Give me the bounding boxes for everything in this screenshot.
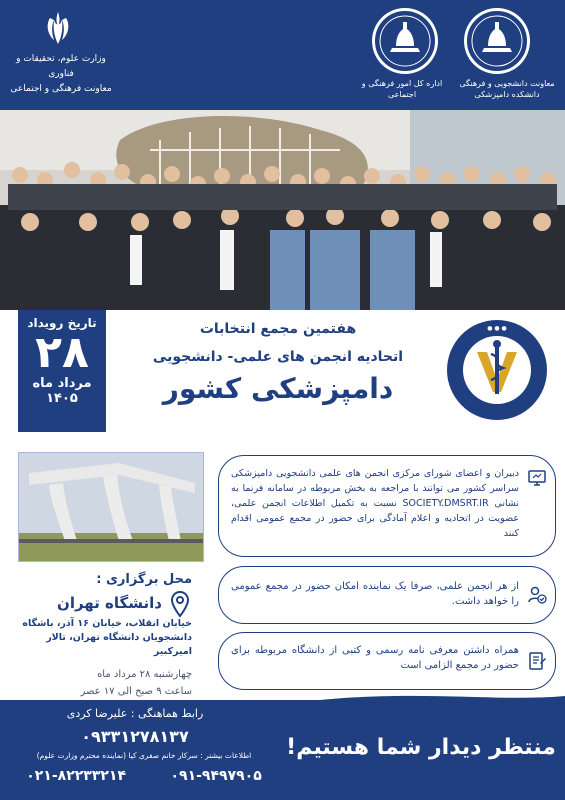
- info-box-registration: [218, 455, 556, 557]
- venue-time-line: ساعت ۹ صبح الی ۱۷ عصر: [80, 686, 192, 697]
- logo-caption-1: اداره کل امور فرهنگی و اجتماعی: [361, 79, 443, 99]
- info-box-text: دبیران و اعضای شورای مرکزی انجمن های علمی دانشجویی دامپزشکی سراسر کشور می توانند با مراجعه به بخش مربوطه در سامانه فرنما به نشانی SOCIETY.DMSRT.IR نسبت به تکمیل اطلاعات انجمن علمی، عضویت در اتحادیه و اعلام آمادگی برای حضور در مجمع عمومی اقدام کنند: [231, 468, 519, 539]
- association-logo: [445, 318, 549, 422]
- university-logo: [464, 8, 530, 74]
- more-info: اطلاعات بیشتر : سرکار خانم صفری کیا (نماینده محترم وزارت علوم): [36, 751, 252, 760]
- contact-name: رابط هماهنگی : علیرضا کردی: [66, 707, 204, 720]
- document-icon: [527, 651, 547, 671]
- welcome-message: منتظر دیدار شما هستیم!: [286, 735, 556, 760]
- ministry-line-2: معاونت فرهنگی و اجتماعی: [10, 84, 112, 94]
- svg-text:● ● ●: ● ● ●: [487, 325, 507, 332]
- venue-label: محل برگزاری :: [96, 572, 192, 587]
- event-date-year: ۱۴۰۵: [46, 391, 78, 406]
- venue-date-line: چهارشنبه ۲۸ مرداد ماه: [97, 669, 192, 680]
- ministry-line-1: وزارت علوم، تحقیقات و فناوری: [16, 54, 106, 79]
- header: [0, 0, 565, 110]
- computer-icon: [527, 468, 547, 488]
- phone-mobile: ۰۹۱-۹۴۹۷۹۰۵: [170, 768, 262, 784]
- info-box-text: همراه داشتن معرفی نامه رسمی و کتبی از دانشگاه مربوطه برای حضور در مجمع الزامی است: [231, 645, 519, 671]
- phones-row: [4, 768, 284, 784]
- info-box-representative: [218, 566, 556, 624]
- logo-caption-2: معاونت دانشجویی و فرهنگی دانشکده دامپزشکی: [459, 79, 555, 99]
- group-photo: [0, 110, 565, 310]
- event-date-box: [18, 310, 106, 432]
- event-date-month: مرداد ماه: [32, 376, 92, 391]
- info-box-text: از هر انجمن علمی، صرفا یک نماینده امکان حضور در مجمع عمومی را خواهد داشت.: [231, 581, 519, 607]
- venue-photo: [18, 452, 204, 562]
- contact-phone: ۰۹۳۳۱۲۷۸۱۳۷: [81, 727, 189, 746]
- venue-address: خیابان انقلاب، خیابان ۱۶ آذر، باشگاه دانشجویان دانشگاه تهران، تالار امیرکبیر: [22, 618, 192, 657]
- event-titles: [118, 318, 438, 408]
- university-logo: [372, 8, 438, 74]
- ministry-text: [6, 52, 116, 97]
- phone-landline: ۰۲۱-۸۲۲۳۳۲۱۴: [26, 768, 127, 784]
- title-line-3: دامپزشکی کشور: [162, 372, 394, 405]
- info-box-introduction-letter: [218, 632, 556, 690]
- event-date-label: تاریخ رویداد: [27, 316, 97, 330]
- title-line-1: هفتمین مجمع انتخابات: [199, 321, 357, 337]
- title-line-2: اتحادیه انجمن های علمی- دانشجویی: [152, 349, 404, 365]
- location-pin-icon: [170, 590, 190, 618]
- iran-emblem-icon: [38, 8, 78, 48]
- venue-name: دانشگاه تهران: [57, 594, 162, 612]
- event-date-day: ۲۸: [35, 327, 89, 378]
- user-check-icon: [527, 585, 547, 605]
